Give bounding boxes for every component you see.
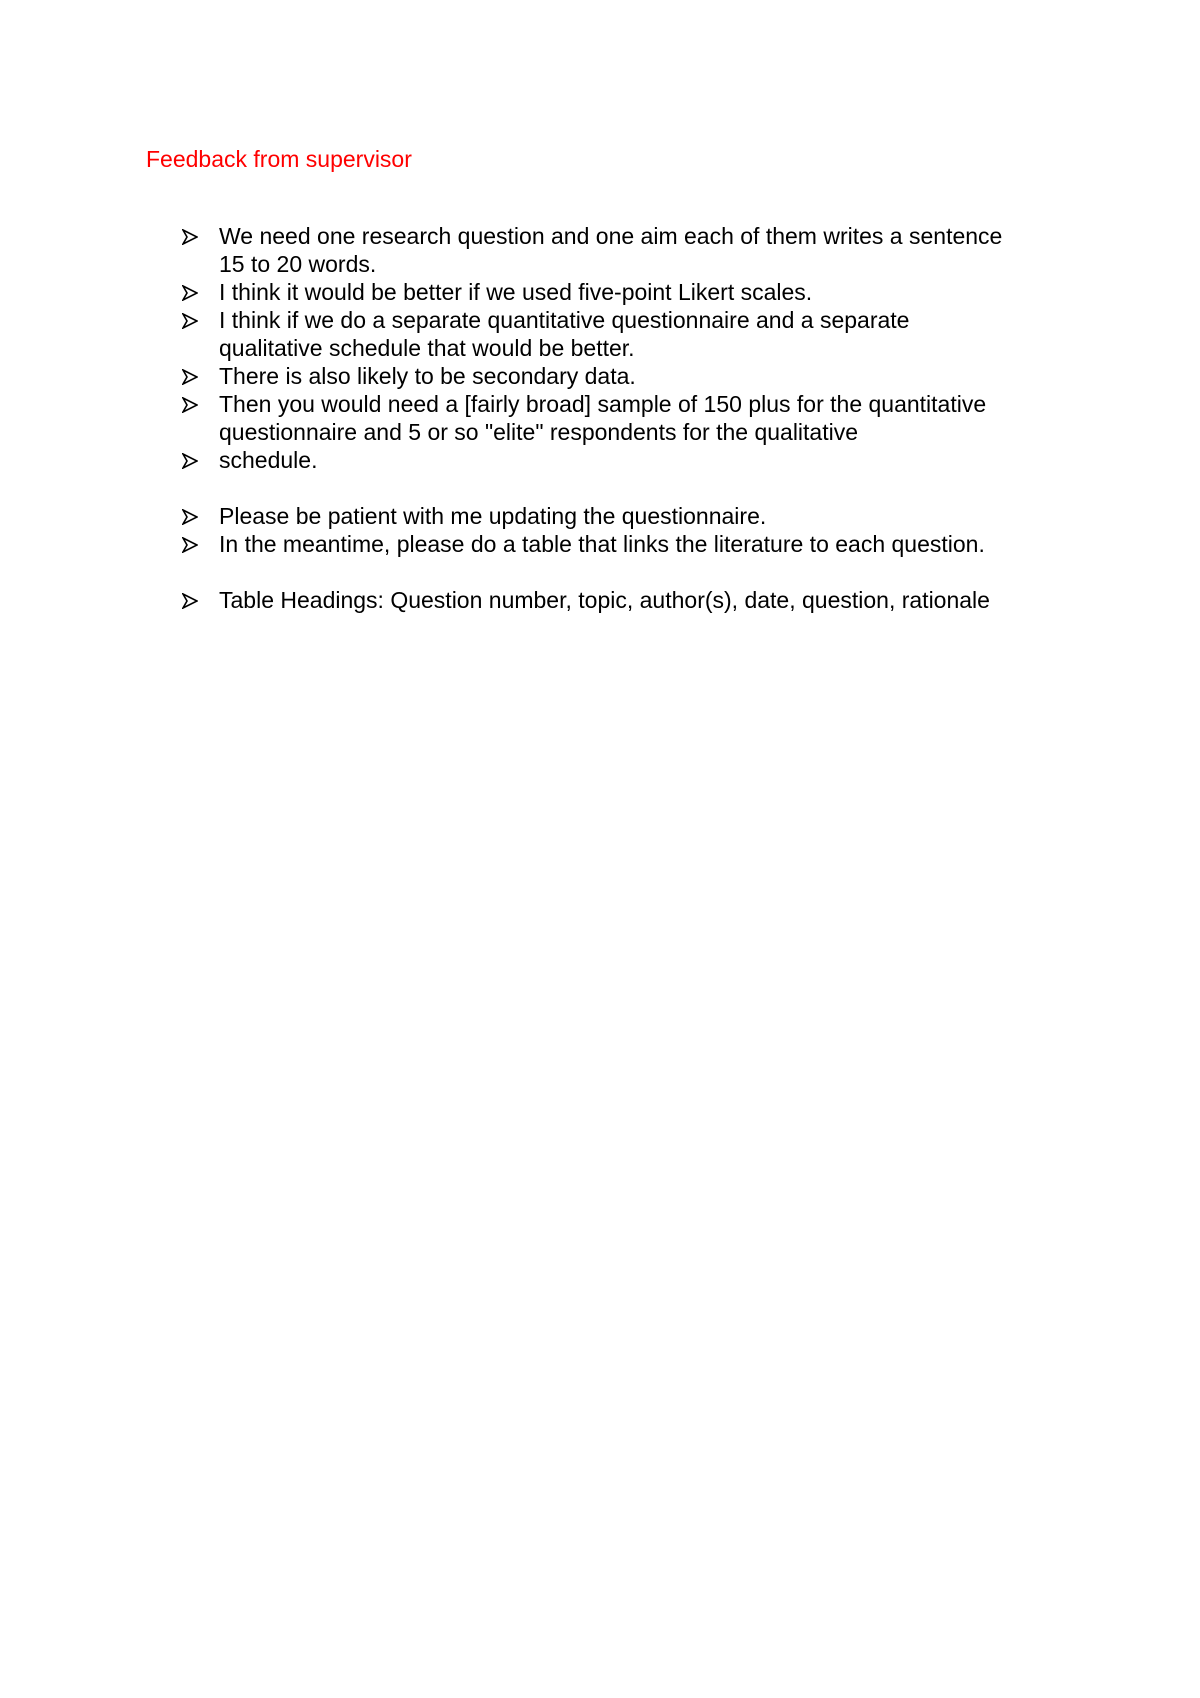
bullet-text-line: I think if we do a separate quantitative questionnaire and a separate [219,307,910,333]
arrowhead-bullet-icon [182,229,198,245]
feedback-bullet-list [146,222,1096,614]
bullet-text-line: Then you would need a [fairly broad] sample of 150 plus for the quantitative [219,391,987,417]
list-item [146,278,1096,306]
list-item [146,502,1096,530]
document-heading: Feedback from supervisor [146,146,412,172]
arrowhead-bullet-icon [182,509,198,525]
bullet-text-line: qualitative schedule that would be better. [219,335,635,361]
list-item [146,530,1096,558]
bullet-text-line: 15 to 20 words. [219,251,377,277]
arrowhead-bullet-icon [182,593,198,609]
arrowhead-bullet-icon [182,313,198,329]
list-item [146,306,1096,362]
bullet-text-line: Table Headings: Question number, topic, author(s), date, question, rationale [219,587,990,613]
arrowhead-bullet-icon [182,453,198,469]
arrowhead-bullet-icon [182,285,198,301]
list-item [146,222,1096,278]
arrowhead-bullet-icon [182,397,198,413]
bullet-text-line: There is also likely to be secondary data. [219,363,636,389]
arrowhead-bullet-icon [182,537,198,553]
bullet-text-line: Please be patient with me updating the questionnaire. [219,503,767,529]
arrowhead-bullet-icon [182,369,198,385]
list-item [146,586,1096,614]
bullet-text-line: We need one research question and one aim each of them writes a sentence [219,223,1003,249]
bullet-text-line: questionnaire and 5 or so "elite" respondents for the qualitative [219,419,859,445]
list-item [146,362,1096,390]
list-item [146,390,1096,446]
bullet-text-line: schedule. [219,447,318,473]
bullet-text-line: In the meantime, please do a table that links the literature to each question. [219,531,985,557]
list-item [146,446,1096,474]
bullet-text-line: I think it would be better if we used five-point Likert scales. [219,279,813,305]
